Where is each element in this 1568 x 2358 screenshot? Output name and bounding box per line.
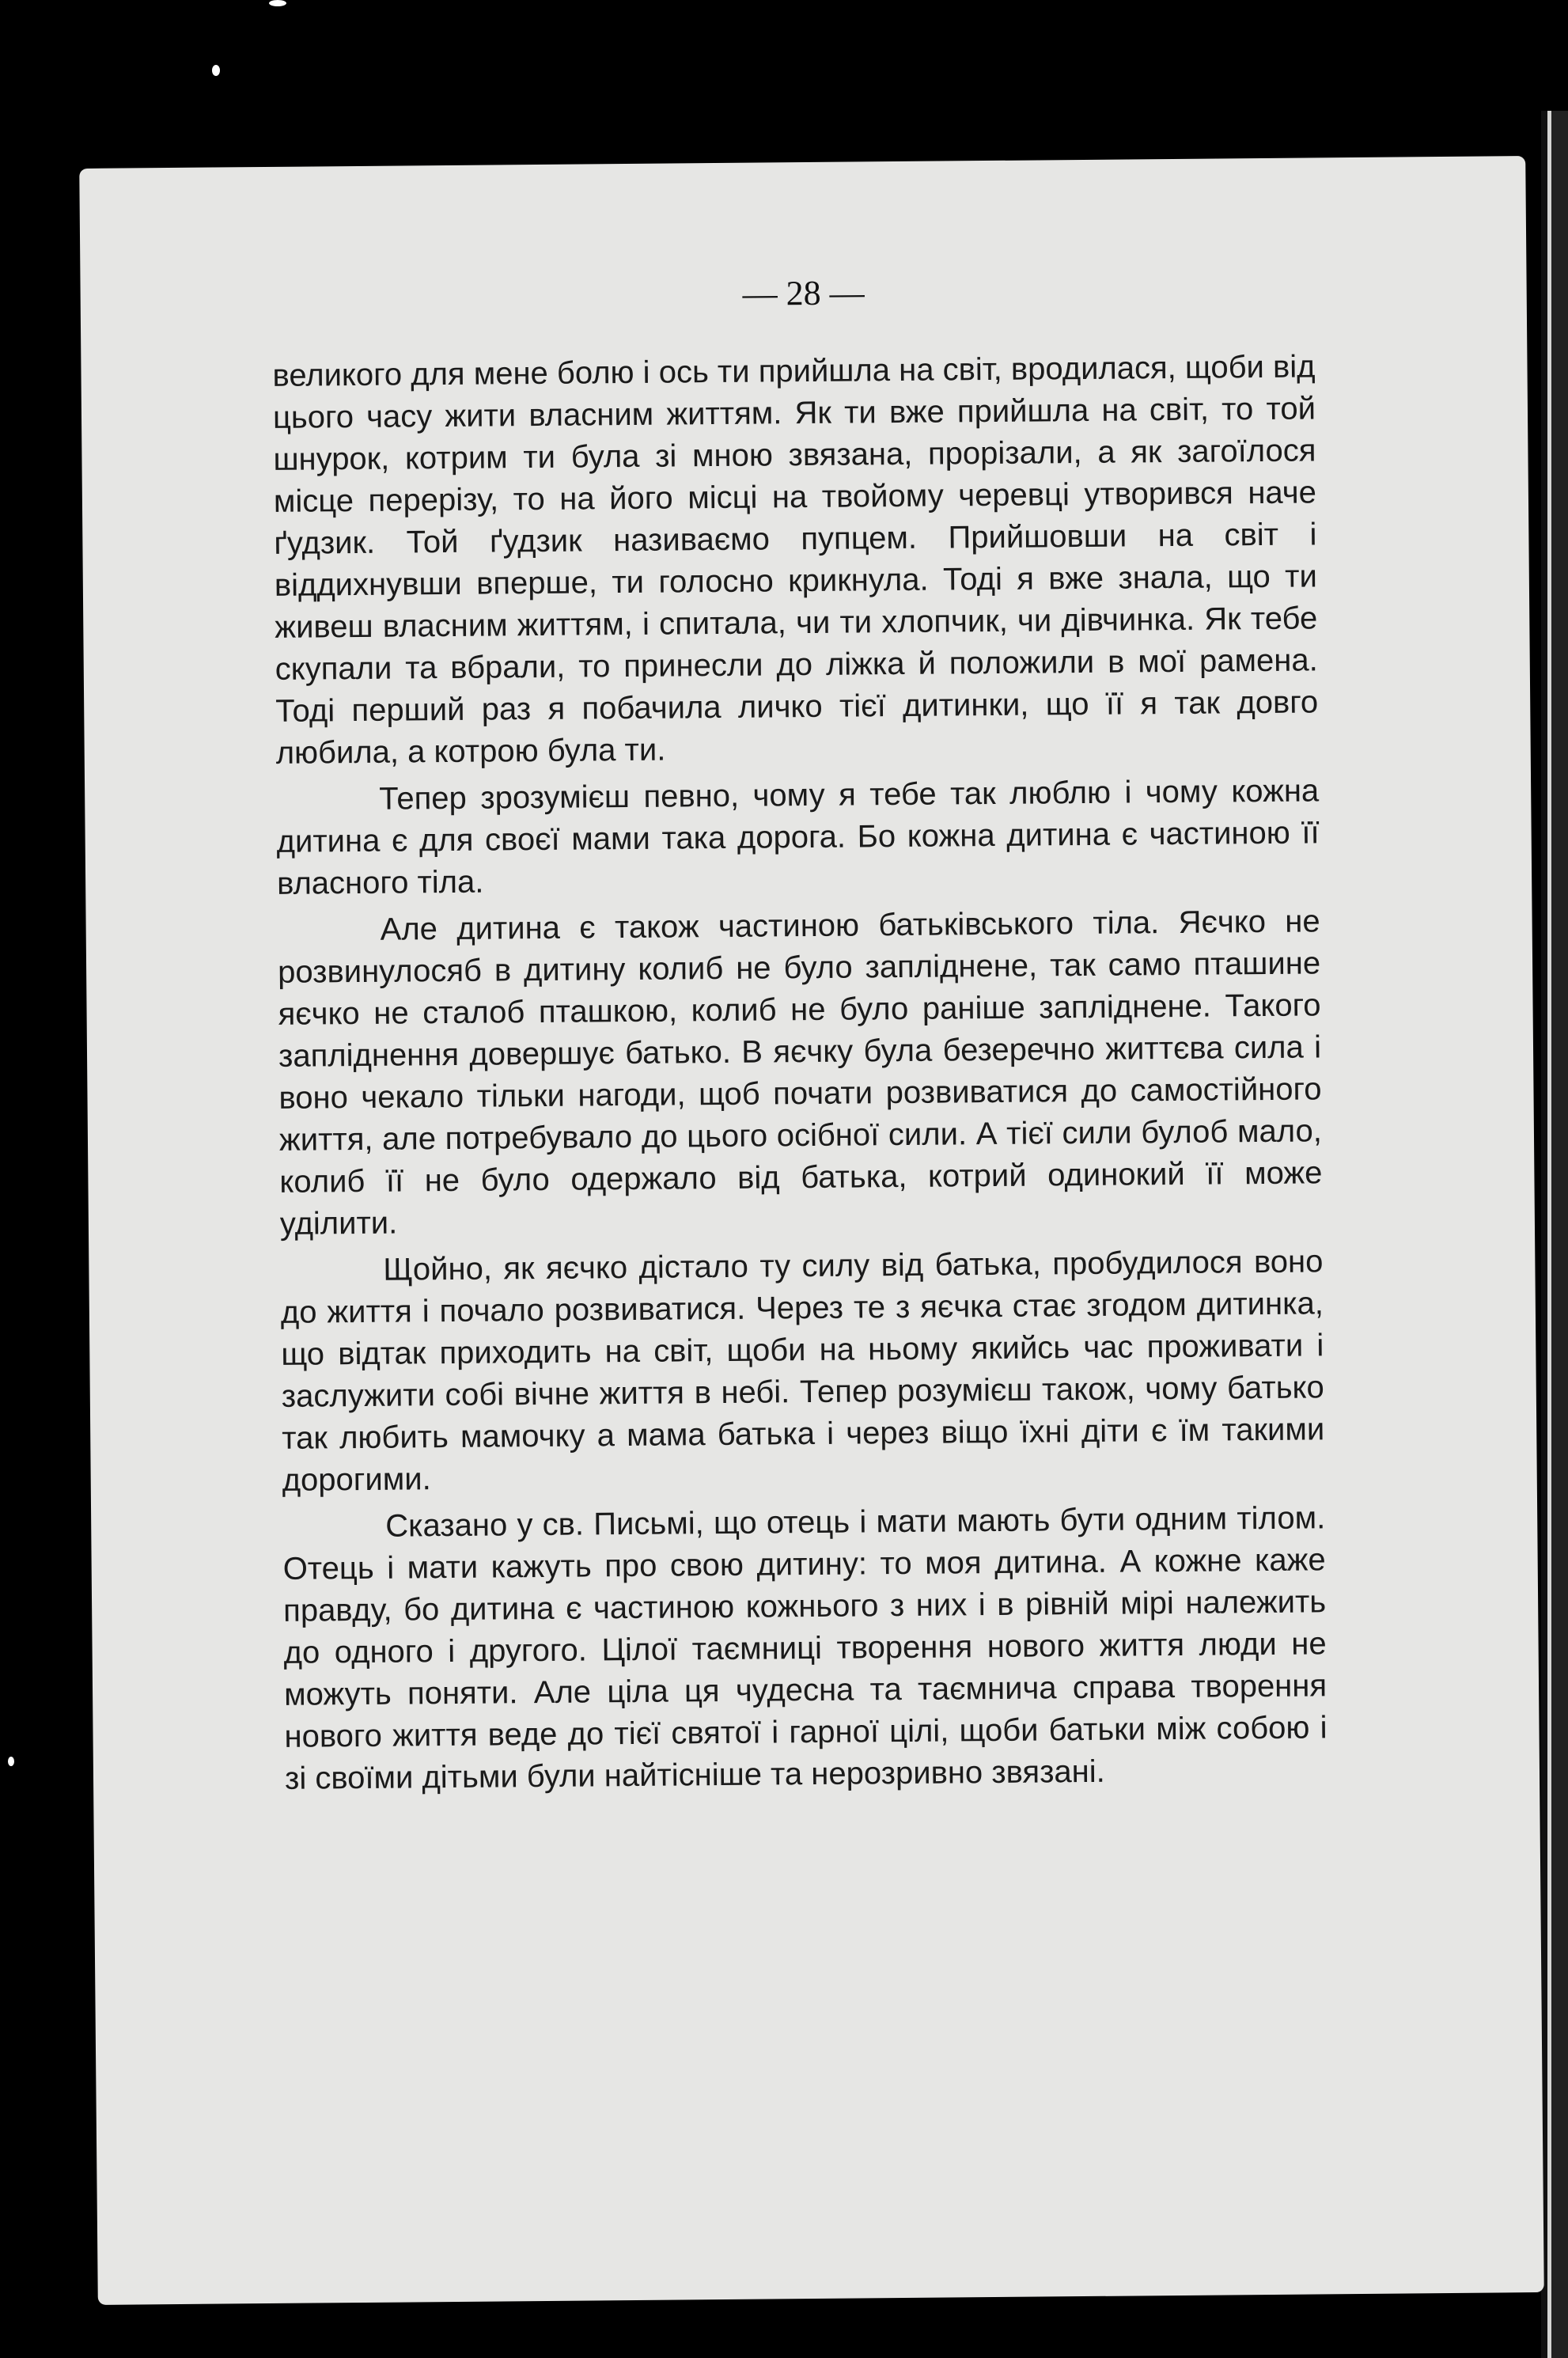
page-body xyxy=(272,346,1327,1804)
paragraph-4: Щойно, як яєчко дістало ту силу від батька, пробудилося воно до життя і почало розвиватися. Через те з яєчка стає згодом дитинка, що відтак приходить на світ, щоби на ньому якийсь час проживати і заслужити собі вічне життя в небі. Тепер розумієш також, чому батько так любить мамочку а мама батька і через віщо їхні діти є їм такими дорогими. xyxy=(280,1244,1325,1498)
paragraph-5: Сказано у св. Письмі, що отець і мати мають бути одним тілом. Отець і мати кажуть про свою дитину: то моя дитина. А кожне каже правду, бо дитина є частиною кожнього з них і в рівній мірі належить до одного і другого. Цілої таємниці творення нового життя люди не можуть поняти. Але ціла ця чудесна та таємнича справа творення нового життя веде до тієї святої і гарної цілі, щоби батьки між собою і зі своїми дітьми були найтісніше та нерозривно звязані. xyxy=(282,1500,1327,1796)
dust-speck xyxy=(8,1757,14,1766)
dust-speck xyxy=(212,65,220,76)
paragraph-2: Тепер зрозумієш певно, чому я тебе так люблю і чому кожна дитина є для своєї мами така дорога. Бо кожна дитина є частиною її власного тіла. xyxy=(276,773,1320,901)
book-spine-edge xyxy=(1541,111,1568,2358)
paragraph-3: Але дитина є також частиною батьківського тіла. Яєчко не розвинулосяб в дитину колиб не було запліднене, так само пташине яєчко не сталоб пташкою, колиб не було раніше запліднене. Такого запліднення довершує батько. В яєчку була безеречно життєва сила і воно чекало тільки нагоди, щоб почати розвиватися до самостійного життя, але потребувало до цього осібної сили. А тієї сили булоб мало, колиб її не було одержало від батька, котрий одинокий її може уділити. xyxy=(277,904,1323,1242)
paragraph-1: великого для мене болю і ось ти прийшла на світ, вродилася, щоби від цього часу жити власним життям. Як ти вже прийшла на світ, то той шнурок, котрим ти була зі мною звязана, прорізали, а як загоїлося місце перерізу, то на його місці на твойому черевці утворився наче ґудзик. Той ґудзик називаємо пупцем. Прийшовши на світ і віддихнувши вперше, ти голосно крикнула. Тоді я вже знала, що ти живеш власним життям, і спитала, чи ти хлопчик, чи дівчинка. Як тебе скупали та вбрали, то принесли до ліжка й положили в мої рамена. Тоді перший раз я побачила личко тієї дитинки, що її я так довго любила, а котрою була ти. xyxy=(272,349,1319,771)
dust-speck xyxy=(269,0,286,6)
page-number: — 28 — xyxy=(742,273,865,313)
book-page xyxy=(79,156,1543,2305)
